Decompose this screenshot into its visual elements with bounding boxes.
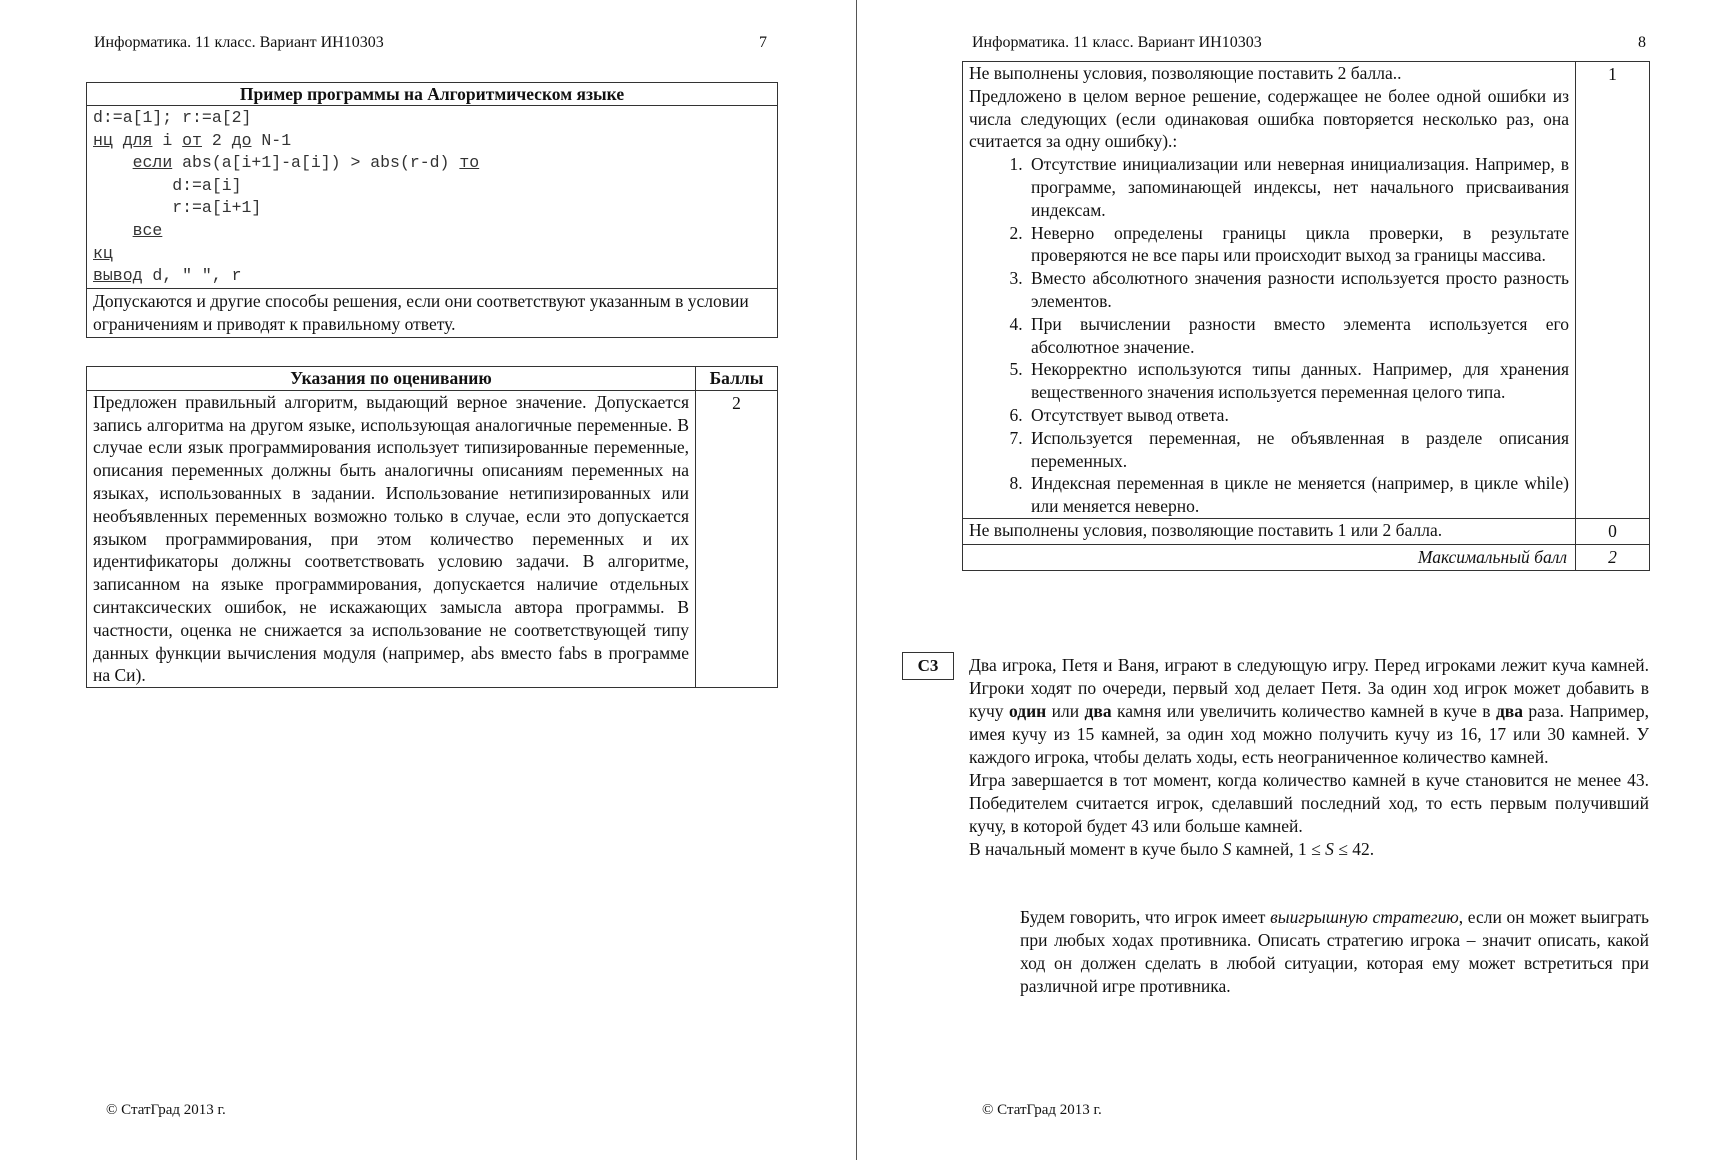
code-line: все: [132, 220, 163, 240]
task-paragraph-2: Игра завершается в тот момент, когда количество камней в куче становится не менее 43. Победителем считается игрок, сделавший последний ход, то есть первым получивший кучу, в которой будет 43 или больше камней.: [969, 770, 1649, 836]
list-item: 3. Вместо абсолютного значения разности используется просто разность элементов.: [1027, 267, 1569, 313]
list-item: 1. Отсутствие инициализации или неверная инициализация. Например, в программе, запоминающей индексы, нет начального присваивания индексам.: [1027, 153, 1569, 221]
code-line: кц: [93, 243, 113, 263]
points-col-header: Баллы: [696, 367, 778, 391]
grading-table-continued: [962, 61, 1650, 571]
list-item: 6. Отсутствует вывод ответа.: [1027, 404, 1569, 427]
task-c3-strategy-definition: Будем говорить, что игрок имеет выигрышную стратегию, если он может выиграть при любых ходах противника. Описать стратегию игрока – значит описать, какой ход он должен сделать в любой ситуации, которая ему может встретиться при различной игре противника.: [1020, 907, 1649, 996]
criteria-zero-points: Не выполнены условия, позволяющие поставить 1 или 2 балла.: [963, 518, 1576, 544]
list-item: 7. Используется переменная, не объявленная в разделе описания переменных.: [1027, 427, 1569, 473]
grading-points: 2: [696, 390, 778, 687]
list-item: 2. Неверно определены границы цикла проверки, в результате проверяются не все пары или происходит выход за границы массива.: [1027, 222, 1569, 268]
page-footer-left: © СтатГрад 2013 г.: [106, 1102, 226, 1118]
error-list: [969, 153, 1569, 518]
page-divider: [856, 0, 857, 1160]
list-item: 8. Индексная переменная в цикле не меняется (например, в цикле while) или меняется неверно.: [1027, 472, 1569, 518]
list-item: 4. При вычислении разности вместо элемента используется его абсолютное значение.: [1027, 313, 1569, 359]
page-number-right: 8: [1638, 34, 1646, 51]
task-c3-text: [969, 654, 1649, 861]
grading-table: [86, 366, 778, 688]
code-line: d:=a[i]: [93, 175, 242, 195]
code-line: r:=a[i+1]: [93, 198, 262, 218]
criteria-intro-2: Предложено в целом верное решение, содержащее не более одной ошибки из числа следующих (если одинаковая ошибка повторяется несколько раз, она считается за одну ошибку).:: [969, 85, 1569, 152]
code-line: если abs(a[i+1]-a[i]) > abs(r-d) то: [132, 153, 480, 173]
program-example-box: [86, 82, 778, 338]
max-score-label: Максимальный балл: [963, 544, 1576, 570]
task-paragraph-1: Два игрока, Петя и Ваня, играют в следующую игру. Перед игроками лежит куча камней. Игроки ходят по очереди, первый ход делает Петя. За один ход игрок может добавить в кучу один или два камня или увеличить количество камней в куче в два раза. Например, имея кучу из 15 камней, за один ход можно получить кучу из 16, 17 или 30 камней. У каждого игрока, чтобы делать ходы, есть неограниченное количество камней.: [969, 655, 1650, 767]
task-paragraph-3: В начальный момент в куче было S камней, 1 ≤ S ≤ 42.: [969, 839, 1375, 859]
page-footer-right: © СтатГрад 2013 г.: [982, 1102, 1102, 1118]
page-header-left: Информатика. 11 класс. Вариант ИН10303: [94, 34, 384, 51]
task-label: С3: [902, 652, 954, 680]
grading-criteria-text: Предложен правильный алгоритм, выдающий верное значение. Допускается запись алгоритма на другом языке, использующая аналогичные переменные. В случае если язык программирования использует типизированные переменные, описания переменных должны быть аналогичны описаниям переменных на языках, использованных в задании. Использование нетипизированных или необъявленных переменных возможно только в случае, если это допускается языком программирования, при этом количество переменных и их идентификаторы должны соответствовать условию задачи. В алгоритме, записанном на языке программирования, допускается наличие отдельных синтаксических ошибок, не искажающих замысла автора программы. В частности, оценка не снижается за использование не соответствующей типу данных функции вычисления модуля (например, abs вместо fabs в программе на Си).: [87, 390, 696, 687]
grading-col-header: Указания по оцениванию: [87, 367, 696, 391]
list-item: 5. Некорректно используются типы данных. Например, для хранения вещественного значения используется переменная целого типа.: [1027, 358, 1569, 404]
page-header-right: Информатика. 11 класс. Вариант ИН10303: [972, 34, 1262, 51]
points-one: 1: [1576, 62, 1650, 519]
points-zero: 0: [1576, 518, 1650, 544]
code-line: вывод d, " ", r: [93, 266, 242, 286]
code-line: нц для i от 2 до N-1: [93, 130, 292, 150]
code-line: d:=a[1]; r:=a[2]: [93, 108, 252, 127]
page-number-left: 7: [759, 34, 767, 51]
program-example-title: Пример программы на Алгоритмическом языке: [87, 83, 777, 106]
max-score-value: 2: [1576, 544, 1650, 570]
alternative-solutions-note: Допускаются и другие способы решения, если они соответствуют указанным в условии ограничениям и приводят к правильному ответу.: [87, 288, 777, 338]
criteria-intro-1: Не выполнены условия, позволяющие поставить 2 балла..: [969, 63, 1402, 83]
criteria-one-point: [963, 62, 1576, 519]
code-listing: [87, 106, 777, 288]
